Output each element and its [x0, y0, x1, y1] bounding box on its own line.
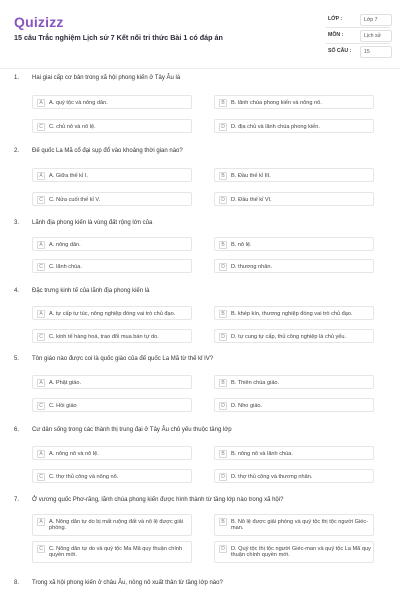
- option-b[interactable]: [214, 446, 374, 460]
- question-1: [0, 75, 400, 145]
- option-b[interactable]: [214, 168, 374, 182]
- question-number: 7.: [14, 497, 20, 503]
- option-b[interactable]: [214, 306, 374, 320]
- option-letter: C: [37, 263, 45, 271]
- option-text: C. Nông dân tự do và quý tộc Ma Mã quy thuận chính quyền mới.: [49, 545, 183, 558]
- question-number: 6.: [14, 427, 20, 433]
- option-b[interactable]: [214, 95, 374, 109]
- option-letter: A: [37, 450, 45, 458]
- option-letter: A: [37, 518, 45, 526]
- question-text: Cư dân sống trong các thành thị trung đại ở Tây Âu chủ yếu thuộc tầng lớp: [32, 427, 232, 433]
- question-number: 5.: [14, 356, 20, 362]
- page-title: 15 câu Trắc nghiệm Lịch sử 7 Kết nối tri thức Bài 1 có đáp án: [14, 33, 223, 42]
- option-letter: B: [219, 99, 227, 107]
- question-6: [0, 427, 400, 497]
- option-letter: B: [219, 241, 227, 249]
- option-letter: C: [37, 123, 45, 131]
- meta-panel: [326, 12, 390, 60]
- option-a[interactable]: [32, 237, 192, 251]
- option-d[interactable]: [214, 541, 374, 563]
- option-c[interactable]: [32, 329, 192, 343]
- option-text: D. địa chủ và lãnh chúa phong kiến.: [231, 123, 320, 130]
- option-a[interactable]: [32, 306, 192, 320]
- question-number: 4.: [14, 288, 20, 294]
- option-text: B. khép kín, thương nghiệp đóng vai trò chủ đạo.: [231, 310, 353, 317]
- option-a[interactable]: [32, 95, 192, 109]
- question-text: Đặc trưng kinh tế của lãnh địa phong kiến là: [32, 288, 150, 294]
- option-letter: A: [37, 310, 45, 318]
- lop-label: LỚP :: [328, 16, 343, 22]
- option-text: C. Nửa cuối thế kỉ V.: [49, 196, 101, 203]
- option-text: B. lãnh chúa phong kiến và nông nô.: [231, 99, 322, 106]
- option-a[interactable]: [32, 514, 192, 536]
- option-text: C. thợ thủ công và nông nô.: [49, 473, 119, 480]
- option-letter: C: [37, 473, 45, 481]
- question-text: Lãnh địa phong kiến là vùng đất rộng lớn của: [32, 220, 153, 226]
- option-b[interactable]: [214, 237, 374, 251]
- option-text: C. kinh tế hàng hoá, trao đổi mua bán tự do.: [49, 333, 159, 340]
- option-letter: B: [219, 172, 227, 180]
- option-c[interactable]: [32, 469, 192, 483]
- option-c[interactable]: [32, 192, 192, 206]
- option-letter: D: [219, 196, 227, 204]
- option-letter: C: [37, 196, 45, 204]
- option-letter: A: [37, 172, 45, 180]
- option-b[interactable]: [214, 514, 374, 536]
- option-letter: B: [219, 450, 227, 458]
- option-text: D. Nho giáo.: [231, 402, 263, 409]
- option-letter: B: [219, 379, 227, 387]
- question-text: Đế quốc La Mã cổ đại sụp đổ vào khoảng thời gian nào?: [32, 148, 183, 154]
- question-3: [0, 220, 400, 290]
- question-text: Trong xã hội phong kiến ở châu Âu, nông nô xuất thân từ tầng lớp nào?: [32, 580, 223, 586]
- option-text: A. Phật giáo.: [49, 379, 82, 386]
- option-a[interactable]: [32, 168, 192, 182]
- option-text: A. Nông dân tự do bị mất ruộng đất và nô lệ được giải phóng.: [49, 518, 183, 531]
- option-letter: D: [219, 473, 227, 481]
- option-c[interactable]: [32, 259, 192, 273]
- option-text: B. Đầu thế kỉ III.: [231, 172, 271, 179]
- option-text: B. nô lệ.: [231, 241, 252, 248]
- option-text: C. chủ nô và nô lệ.: [49, 123, 96, 130]
- option-text: A. nông nô và nô lệ.: [49, 450, 99, 457]
- question-text: Ở vương quốc Phơ-răng, lãnh chúa phong kiến được hình thành từ tầng lớp nào trong xã hội?: [32, 497, 284, 503]
- option-d[interactable]: [214, 398, 374, 412]
- option-text: A. quý tộc và nông dân.: [49, 99, 108, 106]
- option-d[interactable]: [214, 469, 374, 483]
- meta-row-mon: [326, 28, 390, 44]
- option-d[interactable]: [214, 192, 374, 206]
- option-letter: D: [219, 402, 227, 410]
- option-text: D. Đầu thế kỉ VI.: [231, 196, 272, 203]
- option-text: A. nông dân.: [49, 241, 81, 248]
- meta-row-lop: [326, 12, 390, 28]
- option-letter: C: [37, 545, 45, 553]
- quizizz-logo[interactable]: Quizizz: [14, 14, 64, 30]
- option-text: D. tự cung tự cấp, thủ công nghiệp là chủ yếu.: [231, 333, 347, 340]
- meta-row-socau: [326, 44, 390, 60]
- question-number: 3.: [14, 220, 20, 226]
- option-letter: A: [37, 379, 45, 387]
- option-letter: D: [219, 545, 227, 553]
- option-text: B. nông nô và lãnh chúa.: [231, 450, 293, 457]
- option-text: A. tự cấp tự túc, nông nghiệp đóng vai trò chủ đạo.: [49, 310, 176, 317]
- option-a[interactable]: [32, 446, 192, 460]
- mon-value: Lịch sử: [360, 30, 392, 42]
- option-c[interactable]: [32, 398, 192, 412]
- option-c[interactable]: [32, 119, 192, 133]
- question-8: [0, 580, 400, 594]
- question-4: [0, 288, 400, 358]
- question-text: Hai giai cấp cơ bản trong xã hội phong kiến ở Tây Âu là: [32, 75, 181, 81]
- question-number: 8.: [14, 580, 20, 586]
- question-2: [0, 148, 400, 218]
- option-text: D. thợ thủ công và thương nhân.: [231, 473, 313, 480]
- option-text: A. Giữa thế kỉ I.: [49, 172, 88, 179]
- option-d[interactable]: [214, 329, 374, 343]
- option-letter: D: [219, 263, 227, 271]
- option-letter: C: [37, 333, 45, 341]
- socau-label: SỐ CÂU :: [328, 48, 352, 54]
- option-letter: A: [37, 99, 45, 107]
- option-letter: B: [219, 310, 227, 318]
- option-letter: A: [37, 241, 45, 249]
- option-text: D. thương nhân.: [231, 263, 272, 270]
- question-text: Tôn giáo nào được coi là quốc giáo của đế quốc La Mã từ thế kỉ IV?: [32, 356, 214, 362]
- socau-value: 15: [360, 46, 392, 58]
- option-text: B. Nô lệ được giải phóng và quý tộc thị tộc người Giéc-man.: [231, 518, 369, 531]
- mon-label: MÔN :: [328, 32, 344, 38]
- option-b[interactable]: [214, 375, 374, 389]
- header: [0, 0, 400, 70]
- lop-value: Lớp 7: [360, 14, 392, 26]
- option-text: C. Hồi giáo: [49, 402, 77, 409]
- option-text: B. Thiên chúa giáo.: [231, 379, 280, 386]
- question-number: 2.: [14, 148, 20, 154]
- question-number: 1.: [14, 75, 20, 81]
- option-letter: D: [219, 333, 227, 341]
- option-letter: D: [219, 123, 227, 131]
- option-a[interactable]: [32, 375, 192, 389]
- option-letter: C: [37, 402, 45, 410]
- option-d[interactable]: [214, 259, 374, 273]
- question-5: [0, 356, 400, 426]
- option-text: D. Quý tộc thị tộc người Giéc-man và quý tộc La Mã quy thuận chính quyền mới.: [231, 545, 371, 558]
- question-7: [0, 497, 400, 582]
- header-divider: [0, 68, 400, 69]
- option-text: C. lãnh chúa.: [49, 263, 82, 270]
- option-letter: B: [219, 518, 227, 526]
- option-d[interactable]: [214, 119, 374, 133]
- option-c[interactable]: [32, 541, 192, 563]
